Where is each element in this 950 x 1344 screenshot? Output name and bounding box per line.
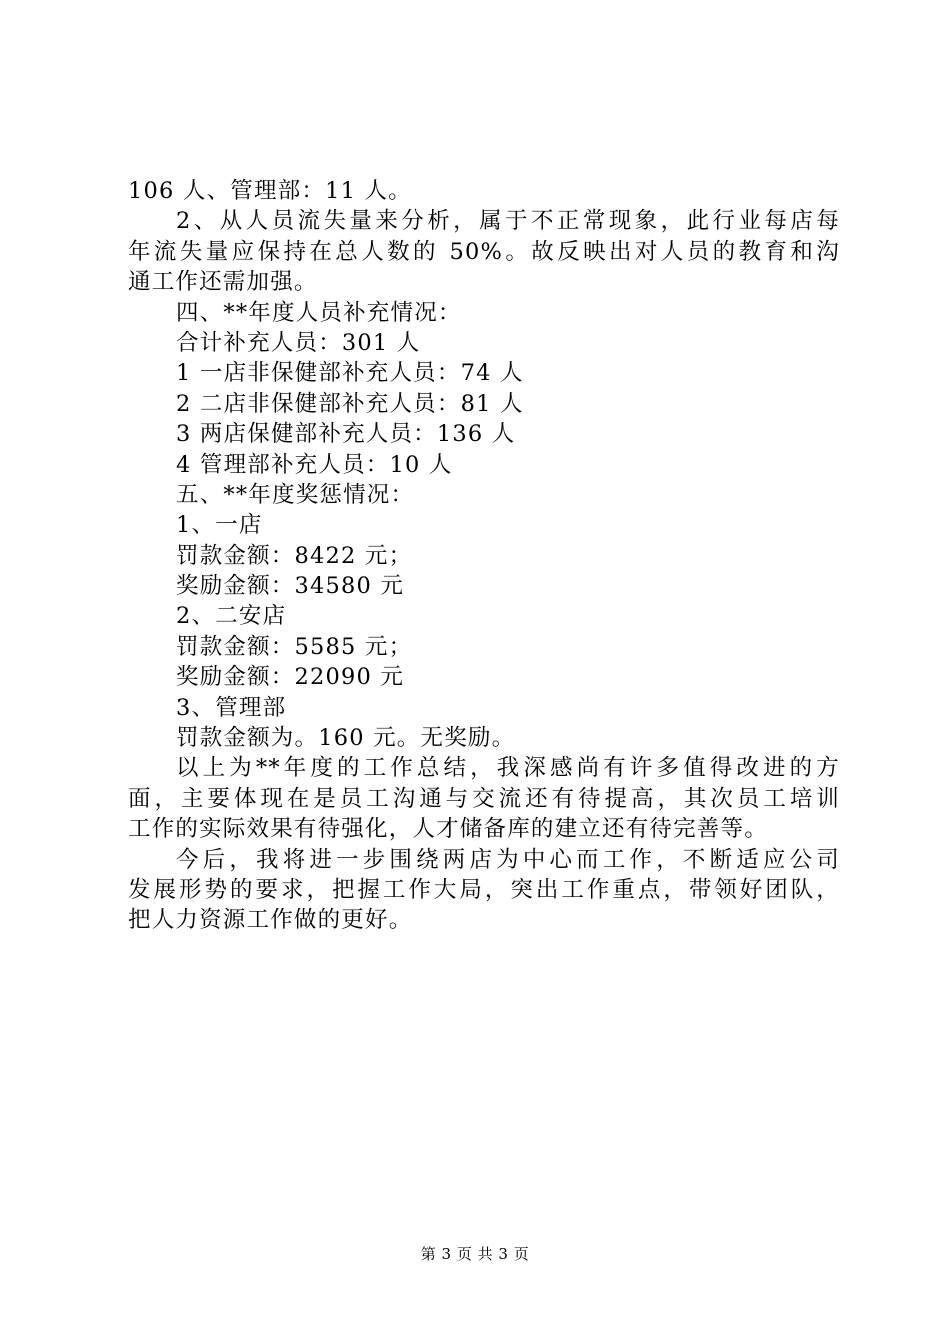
text-line: 奖励金额：22090 元 <box>176 664 405 691</box>
text-line: 2、从人员流失量来分析，属于不正常现象，此行业每店每 <box>176 208 840 235</box>
text-line: 罚款金额：8422 元； <box>176 542 413 569</box>
text-line: 通工作还需加强。 <box>128 269 318 296</box>
text-line: 3、管理部 <box>176 694 287 721</box>
text-line: 工作的实际效果有待强化，人才储备库的建立还有待完善等。 <box>128 816 768 843</box>
text-line: 四、**年度人员补充情况： <box>176 299 462 326</box>
text-line: 106 人、管理部：11 人。 <box>128 178 412 204</box>
text-line: 今后，我将进一步围绕两店为中心而工作，不断适应公司 <box>176 846 840 873</box>
document-body <box>128 176 840 936</box>
text-line: 五、**年度奖惩情况： <box>176 481 415 508</box>
text-line: 2 二店非保健部补充人员：81 人 <box>176 390 524 417</box>
text-line: 年流失量应保持在总人数的 50%。故反映出对人员的教育和沟 <box>128 238 840 265</box>
text-line: 面，主要体现在是员工沟通与交流还有待提高，其次员工培训 <box>128 785 840 812</box>
text-line: 罚款金额为。160 元。无奖励。 <box>176 725 516 752</box>
text-line: 以上为**年度的工作总结，我深感尚有许多值得改进的方 <box>176 755 840 782</box>
text-line: 发展形势的要求，把握工作大局，突出工作重点，带领好团队， <box>128 876 840 903</box>
text-line: 1 一店非保健部补充人员：74 人 <box>176 360 524 387</box>
text-line: 奖励金额：34580 元 <box>176 573 405 600</box>
text-line: 3 两店保健部补充人员：136 人 <box>176 421 516 448</box>
text-line: 合计补充人员：301 人 <box>176 329 421 356</box>
page-footer: 第 3 页 共 3 页 <box>420 1245 530 1263</box>
text-line: 1、一店 <box>176 512 263 539</box>
text-line: 罚款金额：5585 元； <box>176 633 413 660</box>
text-line: 把人力资源工作做的更好。 <box>128 907 413 934</box>
text-line: 2、二安店 <box>176 603 287 630</box>
text-line: 4 管理部补充人员：10 人 <box>176 451 453 478</box>
